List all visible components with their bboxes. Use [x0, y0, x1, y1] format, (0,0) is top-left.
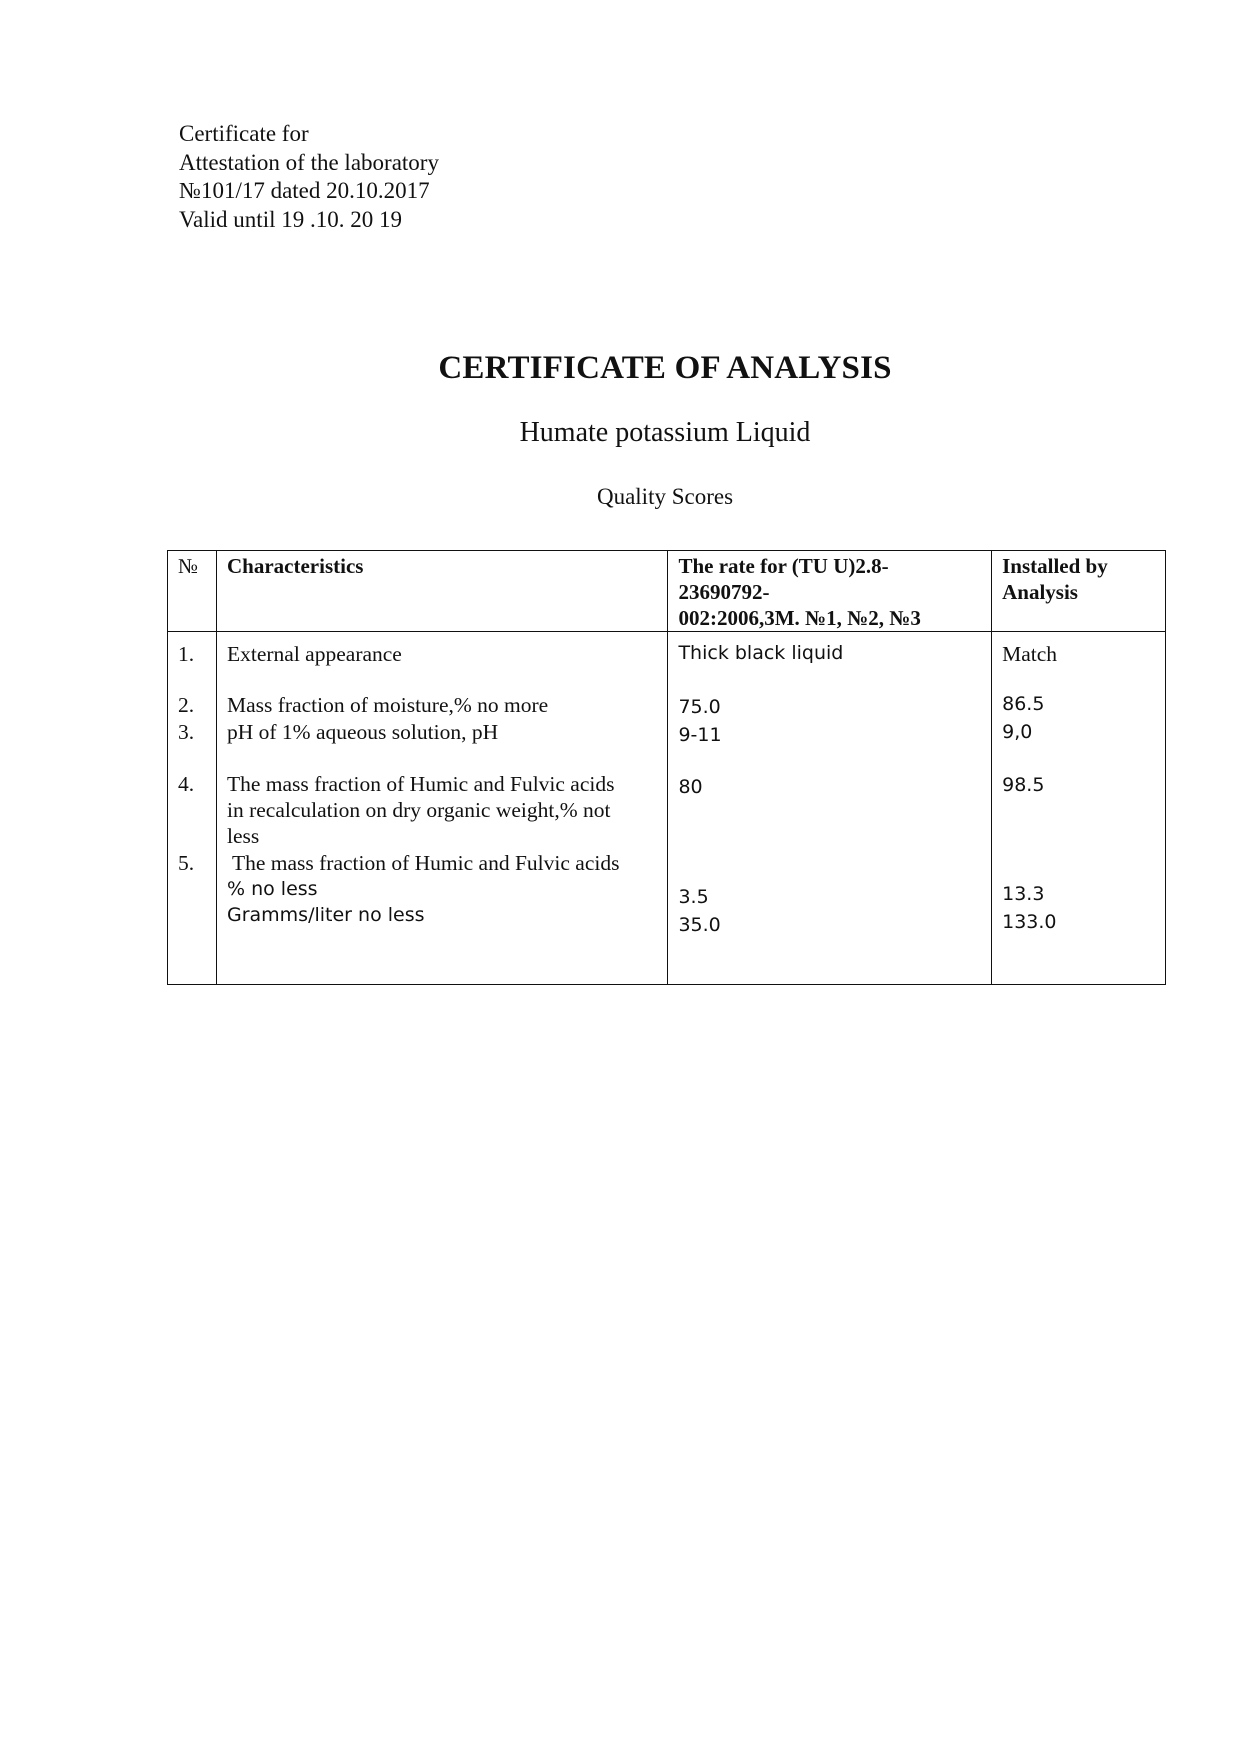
row-4-characteristic-line-1: The mass fraction of Humic and Fulvic acids	[226, 772, 615, 796]
header-rate	[668, 551, 992, 632]
row-2-rate: 75.0	[678, 696, 721, 718]
row-4-num: 4.	[178, 772, 195, 796]
num-column	[168, 632, 217, 985]
row-3-rate: 9-11	[678, 724, 722, 746]
header-installed	[992, 551, 1166, 632]
header-installed-line-1: Installed by	[1002, 554, 1108, 578]
section-title: Quality Scores	[596, 484, 734, 509]
lab-attestation-header	[179, 120, 439, 234]
row-1-characteristic: External appearance	[226, 642, 402, 666]
row-3-characteristic: pH of 1% aqueous solution, pH	[226, 720, 499, 744]
row-5-installed-percent: 13.3	[1002, 883, 1045, 905]
row-1-rate: Thick black liquid	[678, 642, 844, 664]
installed-column	[992, 632, 1166, 985]
row-5-characteristic-line-2: % no less	[226, 878, 318, 900]
row-4-characteristic-line-3: less	[226, 824, 260, 848]
quality-scores-table	[167, 550, 1166, 985]
row-4-installed: 98.5	[1002, 774, 1045, 796]
row-3-installed: 9,0	[1002, 721, 1033, 743]
row-2-installed: 86.5	[1002, 693, 1045, 715]
header-line-2: Attestation of the laboratory	[179, 149, 439, 175]
document-title: CERTIFICATE OF ANALYSIS	[438, 350, 892, 386]
header-characteristics: Characteristics	[216, 551, 667, 632]
row-1-installed: Match	[1002, 642, 1058, 666]
row-5-characteristic-line-1: The mass fraction of Humic and Fulvic acids	[226, 851, 620, 875]
row-3-num: 3.	[178, 720, 195, 744]
row-5-installed-grams: 133.0	[1002, 911, 1057, 933]
row-1-num: 1.	[178, 642, 195, 666]
characteristics-column	[216, 632, 667, 985]
row-5-num: 5.	[178, 851, 195, 875]
header-line-3: №101/17 dated 20.10.2017	[179, 178, 430, 203]
rate-column	[668, 632, 992, 985]
table-body-row	[168, 632, 1166, 985]
header-line-4: Valid until 19 .10. 20 19	[179, 206, 402, 232]
row-5-characteristic-line-3: Gramms/liter no less	[226, 904, 425, 926]
product-name: Humate potassium Liquid	[519, 417, 811, 448]
header-installed-line-2: Analysis	[1002, 580, 1078, 604]
header-line-1: Certificate for	[179, 121, 309, 146]
header-num: №	[168, 551, 217, 632]
header-rate-line-3: 002:2006,3M. №1, №2, №3	[678, 606, 921, 630]
row-2-num: 2.	[178, 693, 195, 717]
header-rate-line-2: 23690792-	[678, 580, 770, 604]
row-2-characteristic: Mass fraction of moisture,% no more	[226, 693, 549, 717]
row-4-rate: 80	[678, 776, 703, 798]
header-rate-line-1: The rate for (TU U)2.8-	[678, 554, 889, 578]
row-5-rate-percent: 3.5	[678, 886, 709, 908]
row-5-rate-grams: 35.0	[678, 914, 721, 936]
table-header-row	[168, 551, 1166, 632]
row-4-characteristic-line-2: in recalculation on dry organic weight,% not	[226, 798, 611, 822]
